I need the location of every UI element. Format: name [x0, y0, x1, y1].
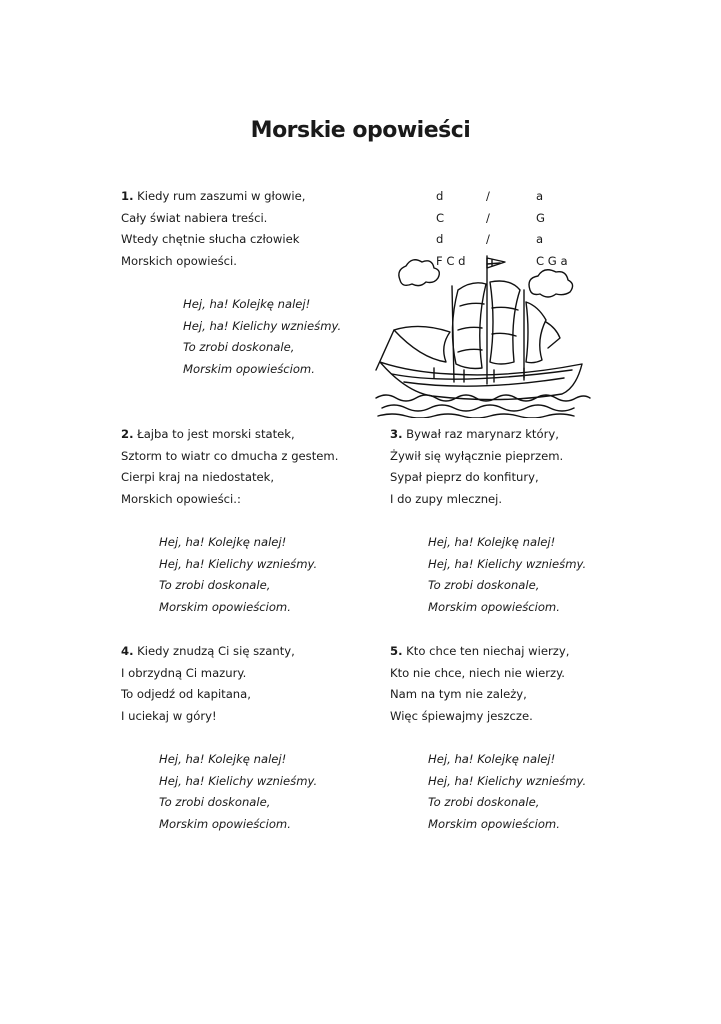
verse-line: Żywił się wyłącznie pieprzem. — [390, 448, 564, 463]
page-title: Morskie opowieści — [250, 118, 471, 143]
chorus-1 — [183, 294, 341, 381]
chorus-line: Hej, ha! Kielichy wznieśmy. — [428, 773, 587, 788]
chord-row: F C d C G a — [436, 254, 568, 269]
verse-line: Cierpi kraj na niedostatek, — [121, 470, 275, 485]
verse-line: 2. Łajba to jest morski statek, — [121, 427, 295, 441]
chord-row: C / G — [436, 210, 545, 225]
verse-1 — [121, 186, 305, 273]
verse-number: 4. — [121, 644, 134, 658]
verse-line: Sztorm to wiatr co dmucha z gestem. — [121, 448, 339, 463]
chorus-line: Hej, ha! Kielichy wznieśmy. — [159, 773, 318, 788]
verse-line: 3. Bywał raz marynarz który, — [390, 427, 559, 441]
chorus-line: Hej, ha! Kolejkę nalej! — [159, 535, 287, 549]
verse-2 — [121, 424, 338, 511]
verse-number: 2. — [121, 427, 134, 441]
verse-line: Morskich opowieści.: — [121, 492, 241, 507]
chorus-line: Morskim opowieściom. — [428, 817, 560, 832]
verse-line: Nam na tym nie zależy, — [390, 687, 527, 702]
chorus-line: Morskim opowieściom. — [159, 817, 291, 832]
chorus-line: Hej, ha! Kolejkę nalej! — [183, 297, 311, 311]
chorus-3 — [428, 532, 586, 619]
chorus-line: Hej, ha! Kolejkę nalej! — [428, 535, 556, 549]
verse-line: Wtedy chętnie słucha człowiek — [121, 232, 300, 247]
verse-line: 5. Kto chce ten niechaj wierzy, — [390, 644, 570, 658]
chorus-5 — [428, 749, 586, 836]
chorus-2 — [159, 532, 317, 619]
chorus-line: Hej, ha! Kolejkę nalej! — [428, 752, 556, 766]
verse-3 — [390, 424, 563, 511]
verse-line: I uciekaj w góry! — [121, 709, 217, 724]
verse-line: Cały świat nabiera treści. — [121, 210, 268, 225]
verse-line: To odjedź od kapitana, — [121, 687, 251, 702]
chorus-line: Hej, ha! Kielichy wznieśmy. — [159, 556, 318, 571]
verse-number: 1. — [121, 189, 134, 203]
verse-line: 1. Kiedy rum zaszumi w głowie, — [121, 189, 306, 203]
verse-number: 5. — [390, 644, 403, 658]
sailing-ship-illustration — [374, 250, 592, 418]
chord-row: d / a — [436, 232, 544, 247]
chorus-line: To zrobi doskonale, — [159, 795, 271, 810]
chorus-line: To zrobi doskonale, — [428, 795, 540, 810]
verse-line: Więc śpiewajmy jeszcze. — [390, 709, 533, 724]
verse-number: 3. — [390, 427, 403, 441]
chorus-line: Morskim opowieściom. — [428, 600, 560, 615]
chorus-line: Morskim opowieściom. — [159, 600, 291, 615]
verse-4 — [121, 641, 295, 728]
verse-line: Kto nie chce, niech nie wierzy. — [390, 665, 565, 680]
chorus-4 — [159, 749, 317, 836]
chorus-line: To zrobi doskonale, — [183, 340, 295, 355]
verse-line: I obrzydną Ci mazury. — [121, 665, 247, 680]
verse-line: I do zupy mlecznej. — [390, 492, 503, 507]
chorus-line: Hej, ha! Kielichy wznieśmy. — [183, 318, 342, 333]
chorus-line: Morskim opowieściom. — [183, 362, 315, 377]
chorus-line: To zrobi doskonale, — [159, 578, 271, 593]
chorus-line: Hej, ha! Kielichy wznieśmy. — [428, 556, 587, 571]
verse-line: Morskich opowieści. — [121, 254, 237, 269]
verse-line: 4. Kiedy znudzą Ci się szanty, — [121, 644, 295, 658]
chorus-line: To zrobi doskonale, — [428, 578, 540, 593]
verse-line: Sypał pieprz do konfitury, — [390, 470, 539, 485]
chorus-line: Hej, ha! Kolejkę nalej! — [159, 752, 287, 766]
chord-row: d / a — [436, 189, 544, 203]
verse-5 — [390, 641, 569, 728]
